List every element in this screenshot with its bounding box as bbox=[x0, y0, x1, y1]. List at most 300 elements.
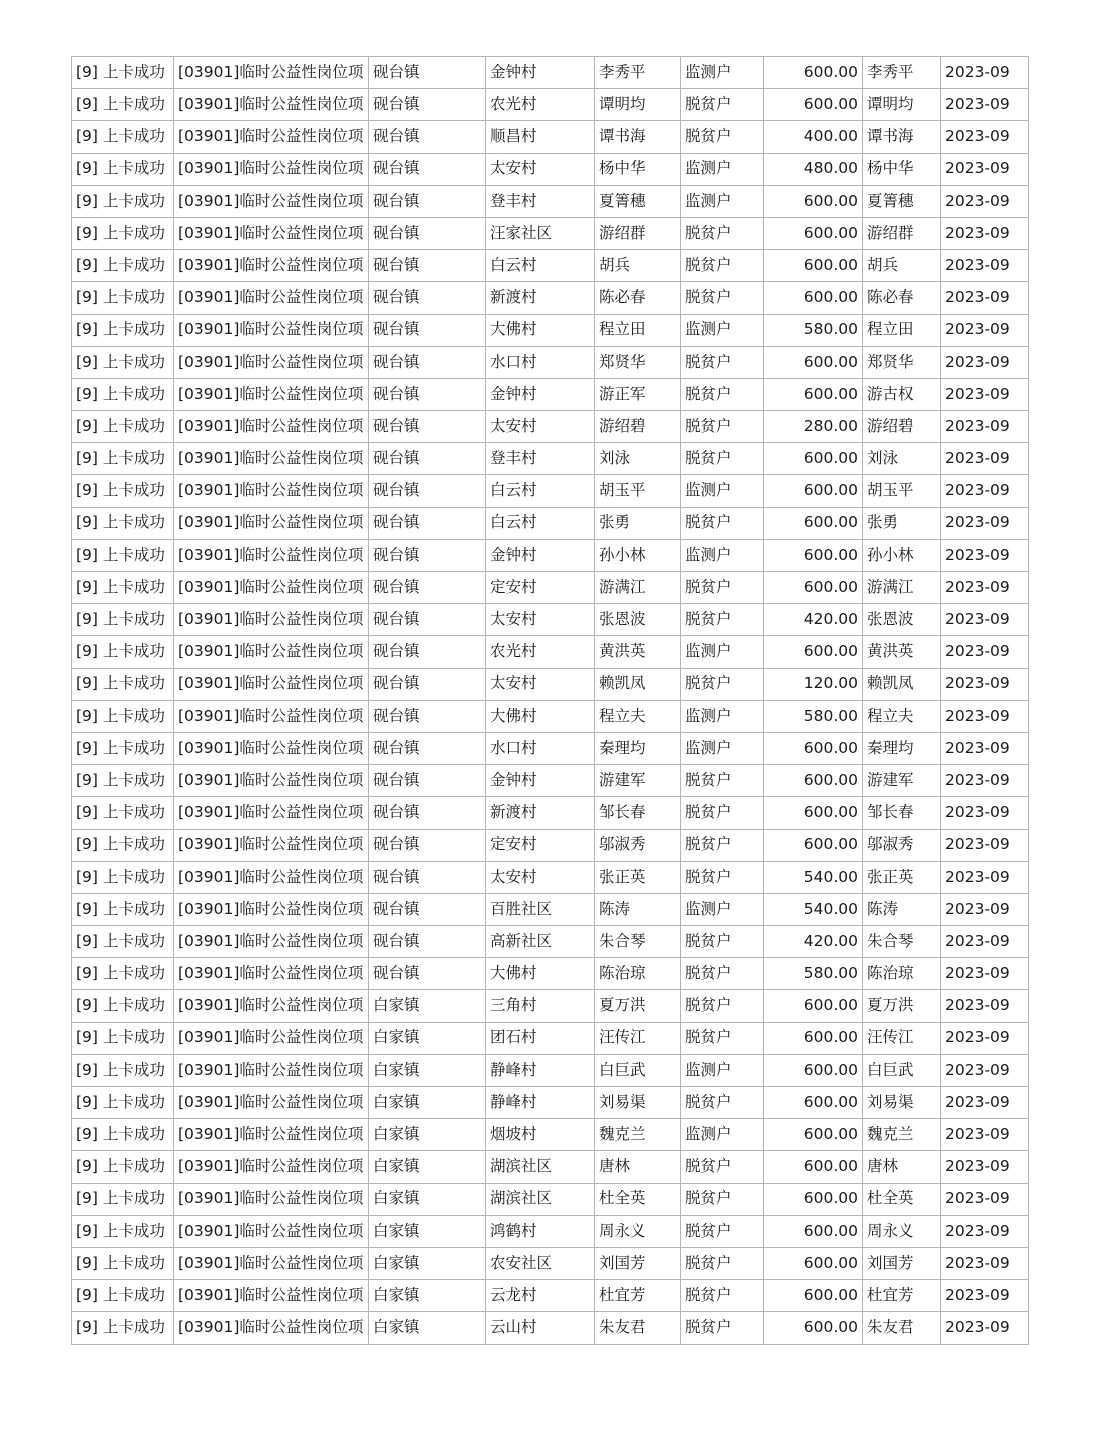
town-cell: 砚台镇 bbox=[369, 250, 486, 282]
payee-cell: 胡玉平 bbox=[863, 475, 941, 507]
name-cell: 孙小林 bbox=[595, 539, 681, 571]
table-row bbox=[72, 732, 1029, 764]
name-cell: 魏克兰 bbox=[595, 1119, 681, 1151]
project-cell: [03901]临时公益性岗位项 bbox=[174, 217, 369, 249]
name-cell: 胡兵 bbox=[595, 250, 681, 282]
payee-cell: 杨中华 bbox=[863, 153, 941, 185]
period-cell: 2023-09 bbox=[941, 1022, 1029, 1054]
payee-cell: 杜宜芳 bbox=[863, 1280, 941, 1312]
village-cell: 定安村 bbox=[486, 829, 595, 861]
status-cell: [9] 上卡成功 bbox=[72, 829, 174, 861]
category-cell: 脱贫户 bbox=[681, 1312, 764, 1344]
project-cell: [03901]临时公益性岗位项 bbox=[174, 1312, 369, 1344]
category-cell: 脱贫户 bbox=[681, 668, 764, 700]
amount-cell: 420.00 bbox=[764, 604, 863, 636]
village-cell: 农光村 bbox=[486, 636, 595, 668]
town-cell: 砚台镇 bbox=[369, 475, 486, 507]
category-cell: 脱贫户 bbox=[681, 1280, 764, 1312]
village-cell: 登丰村 bbox=[486, 185, 595, 217]
status-cell: [9] 上卡成功 bbox=[72, 507, 174, 539]
status-cell: [9] 上卡成功 bbox=[72, 282, 174, 314]
table-row bbox=[72, 282, 1029, 314]
payee-cell: 夏箐穗 bbox=[863, 185, 941, 217]
name-cell: 游建军 bbox=[595, 765, 681, 797]
table-row bbox=[72, 1087, 1029, 1119]
project-cell: [03901]临时公益性岗位项 bbox=[174, 829, 369, 861]
status-cell: [9] 上卡成功 bbox=[72, 153, 174, 185]
payee-cell: 游绍碧 bbox=[863, 411, 941, 443]
category-cell: 脱贫户 bbox=[681, 121, 764, 153]
amount-cell: 600.00 bbox=[764, 1022, 863, 1054]
category-cell: 脱贫户 bbox=[681, 282, 764, 314]
town-cell: 白家镇 bbox=[369, 1151, 486, 1183]
table-row bbox=[72, 1215, 1029, 1247]
village-cell: 定安村 bbox=[486, 572, 595, 604]
status-cell: [9] 上卡成功 bbox=[72, 861, 174, 893]
table-row bbox=[72, 1280, 1029, 1312]
town-cell: 砚台镇 bbox=[369, 893, 486, 925]
town-cell: 白家镇 bbox=[369, 1247, 486, 1279]
category-cell: 脱贫户 bbox=[681, 765, 764, 797]
category-cell: 脱贫户 bbox=[681, 861, 764, 893]
period-cell: 2023-09 bbox=[941, 153, 1029, 185]
name-cell: 游满江 bbox=[595, 572, 681, 604]
village-cell: 湖滨社区 bbox=[486, 1151, 595, 1183]
amount-cell: 600.00 bbox=[764, 1151, 863, 1183]
status-cell: [9] 上卡成功 bbox=[72, 990, 174, 1022]
status-cell: [9] 上卡成功 bbox=[72, 1247, 174, 1279]
status-cell: [9] 上卡成功 bbox=[72, 346, 174, 378]
amount-cell: 600.00 bbox=[764, 829, 863, 861]
period-cell: 2023-09 bbox=[941, 1183, 1029, 1215]
name-cell: 谭书海 bbox=[595, 121, 681, 153]
payee-cell: 朱友君 bbox=[863, 1312, 941, 1344]
name-cell: 程立田 bbox=[595, 314, 681, 346]
status-cell: [9] 上卡成功 bbox=[72, 539, 174, 571]
status-cell: [9] 上卡成功 bbox=[72, 700, 174, 732]
project-cell: [03901]临时公益性岗位项 bbox=[174, 893, 369, 925]
amount-cell: 580.00 bbox=[764, 700, 863, 732]
name-cell: 刘国芳 bbox=[595, 1247, 681, 1279]
period-cell: 2023-09 bbox=[941, 829, 1029, 861]
village-cell: 高新社区 bbox=[486, 926, 595, 958]
town-cell: 砚台镇 bbox=[369, 539, 486, 571]
payee-cell: 陈涛 bbox=[863, 893, 941, 925]
town-cell: 砚台镇 bbox=[369, 314, 486, 346]
town-cell: 白家镇 bbox=[369, 1022, 486, 1054]
payee-cell: 游古权 bbox=[863, 378, 941, 410]
village-cell: 大佛村 bbox=[486, 700, 595, 732]
name-cell: 刘易渠 bbox=[595, 1087, 681, 1119]
period-cell: 2023-09 bbox=[941, 797, 1029, 829]
village-cell: 太安村 bbox=[486, 411, 595, 443]
status-cell: [9] 上卡成功 bbox=[72, 1151, 174, 1183]
table-row bbox=[72, 217, 1029, 249]
period-cell: 2023-09 bbox=[941, 217, 1029, 249]
village-cell: 水口村 bbox=[486, 346, 595, 378]
project-cell: [03901]临时公益性岗位项 bbox=[174, 926, 369, 958]
village-cell: 鸿鹤村 bbox=[486, 1215, 595, 1247]
table-row bbox=[72, 411, 1029, 443]
status-cell: [9] 上卡成功 bbox=[72, 185, 174, 217]
amount-cell: 600.00 bbox=[764, 1312, 863, 1344]
village-cell: 云山村 bbox=[486, 1312, 595, 1344]
period-cell: 2023-09 bbox=[941, 539, 1029, 571]
name-cell: 邹长春 bbox=[595, 797, 681, 829]
category-cell: 监测户 bbox=[681, 1054, 764, 1086]
project-cell: [03901]临时公益性岗位项 bbox=[174, 1054, 369, 1086]
project-cell: [03901]临时公益性岗位项 bbox=[174, 1087, 369, 1119]
payee-cell: 邬淑秀 bbox=[863, 829, 941, 861]
period-cell: 2023-09 bbox=[941, 668, 1029, 700]
period-cell: 2023-09 bbox=[941, 958, 1029, 990]
village-cell: 太安村 bbox=[486, 861, 595, 893]
period-cell: 2023-09 bbox=[941, 507, 1029, 539]
status-cell: [9] 上卡成功 bbox=[72, 572, 174, 604]
amount-cell: 540.00 bbox=[764, 861, 863, 893]
category-cell: 脱贫户 bbox=[681, 346, 764, 378]
village-cell: 金钟村 bbox=[486, 57, 595, 89]
town-cell: 砚台镇 bbox=[369, 572, 486, 604]
amount-cell: 600.00 bbox=[764, 572, 863, 604]
name-cell: 陈治琼 bbox=[595, 958, 681, 990]
amount-cell: 400.00 bbox=[764, 121, 863, 153]
village-cell: 湖滨社区 bbox=[486, 1183, 595, 1215]
table-row bbox=[72, 1119, 1029, 1151]
payee-cell: 周永义 bbox=[863, 1215, 941, 1247]
period-cell: 2023-09 bbox=[941, 346, 1029, 378]
payment-ledger-table bbox=[71, 56, 1029, 1345]
town-cell: 砚台镇 bbox=[369, 346, 486, 378]
name-cell: 郑贤华 bbox=[595, 346, 681, 378]
project-cell: [03901]临时公益性岗位项 bbox=[174, 185, 369, 217]
period-cell: 2023-09 bbox=[941, 1119, 1029, 1151]
table-row bbox=[72, 990, 1029, 1022]
name-cell: 汪传江 bbox=[595, 1022, 681, 1054]
status-cell: [9] 上卡成功 bbox=[72, 636, 174, 668]
category-cell: 监测户 bbox=[681, 475, 764, 507]
town-cell: 砚台镇 bbox=[369, 797, 486, 829]
payee-cell: 程立夫 bbox=[863, 700, 941, 732]
name-cell: 白巨武 bbox=[595, 1054, 681, 1086]
status-cell: [9] 上卡成功 bbox=[72, 1087, 174, 1119]
payee-cell: 程立田 bbox=[863, 314, 941, 346]
project-cell: [03901]临时公益性岗位项 bbox=[174, 572, 369, 604]
town-cell: 砚台镇 bbox=[369, 217, 486, 249]
period-cell: 2023-09 bbox=[941, 604, 1029, 636]
amount-cell: 600.00 bbox=[764, 250, 863, 282]
project-cell: [03901]临时公益性岗位项 bbox=[174, 1022, 369, 1054]
status-cell: [9] 上卡成功 bbox=[72, 89, 174, 121]
town-cell: 砚台镇 bbox=[369, 636, 486, 668]
category-cell: 脱贫户 bbox=[681, 89, 764, 121]
name-cell: 黄洪英 bbox=[595, 636, 681, 668]
status-cell: [9] 上卡成功 bbox=[72, 411, 174, 443]
project-cell: [03901]临时公益性岗位项 bbox=[174, 668, 369, 700]
village-cell: 太安村 bbox=[486, 604, 595, 636]
village-cell: 静峰村 bbox=[486, 1054, 595, 1086]
project-cell: [03901]临时公益性岗位项 bbox=[174, 250, 369, 282]
amount-cell: 600.00 bbox=[764, 732, 863, 764]
name-cell: 夏万洪 bbox=[595, 990, 681, 1022]
name-cell: 赖凯凤 bbox=[595, 668, 681, 700]
period-cell: 2023-09 bbox=[941, 314, 1029, 346]
category-cell: 脱贫户 bbox=[681, 572, 764, 604]
amount-cell: 600.00 bbox=[764, 636, 863, 668]
village-cell: 烟坡村 bbox=[486, 1119, 595, 1151]
amount-cell: 600.00 bbox=[764, 797, 863, 829]
village-cell: 三角村 bbox=[486, 990, 595, 1022]
payee-cell: 汪传江 bbox=[863, 1022, 941, 1054]
village-cell: 金钟村 bbox=[486, 378, 595, 410]
table-row bbox=[72, 1247, 1029, 1279]
table-row bbox=[72, 378, 1029, 410]
status-cell: [9] 上卡成功 bbox=[72, 1183, 174, 1215]
amount-cell: 600.00 bbox=[764, 57, 863, 89]
category-cell: 脱贫户 bbox=[681, 217, 764, 249]
amount-cell: 480.00 bbox=[764, 153, 863, 185]
village-cell: 新渡村 bbox=[486, 282, 595, 314]
name-cell: 游绍群 bbox=[595, 217, 681, 249]
village-cell: 顺昌村 bbox=[486, 121, 595, 153]
village-cell: 太安村 bbox=[486, 153, 595, 185]
period-cell: 2023-09 bbox=[941, 636, 1029, 668]
table-row bbox=[72, 443, 1029, 475]
payee-cell: 杜全英 bbox=[863, 1183, 941, 1215]
status-cell: [9] 上卡成功 bbox=[72, 604, 174, 636]
payee-cell: 刘易渠 bbox=[863, 1087, 941, 1119]
payee-cell: 胡兵 bbox=[863, 250, 941, 282]
period-cell: 2023-09 bbox=[941, 893, 1029, 925]
project-cell: [03901]临时公益性岗位项 bbox=[174, 539, 369, 571]
town-cell: 白家镇 bbox=[369, 1054, 486, 1086]
category-cell: 监测户 bbox=[681, 893, 764, 925]
payee-cell: 白巨武 bbox=[863, 1054, 941, 1086]
project-cell: [03901]临时公益性岗位项 bbox=[174, 314, 369, 346]
name-cell: 游绍碧 bbox=[595, 411, 681, 443]
project-cell: [03901]临时公益性岗位项 bbox=[174, 153, 369, 185]
village-cell: 团石村 bbox=[486, 1022, 595, 1054]
name-cell: 杜全英 bbox=[595, 1183, 681, 1215]
status-cell: [9] 上卡成功 bbox=[72, 797, 174, 829]
amount-cell: 580.00 bbox=[764, 958, 863, 990]
village-cell: 水口村 bbox=[486, 732, 595, 764]
table-row bbox=[72, 89, 1029, 121]
table-row bbox=[72, 1054, 1029, 1086]
category-cell: 监测户 bbox=[681, 700, 764, 732]
amount-cell: 600.00 bbox=[764, 765, 863, 797]
payee-cell: 邹长春 bbox=[863, 797, 941, 829]
table-row bbox=[72, 314, 1029, 346]
amount-cell: 600.00 bbox=[764, 89, 863, 121]
category-cell: 脱贫户 bbox=[681, 411, 764, 443]
amount-cell: 600.00 bbox=[764, 282, 863, 314]
period-cell: 2023-09 bbox=[941, 1215, 1029, 1247]
town-cell: 砚台镇 bbox=[369, 443, 486, 475]
town-cell: 砚台镇 bbox=[369, 57, 486, 89]
town-cell: 砚台镇 bbox=[369, 378, 486, 410]
name-cell: 夏箐穗 bbox=[595, 185, 681, 217]
amount-cell: 600.00 bbox=[764, 1215, 863, 1247]
name-cell: 秦理均 bbox=[595, 732, 681, 764]
payee-cell: 谭书海 bbox=[863, 121, 941, 153]
project-cell: [03901]临时公益性岗位项 bbox=[174, 1247, 369, 1279]
period-cell: 2023-09 bbox=[941, 250, 1029, 282]
table-row bbox=[72, 1183, 1029, 1215]
period-cell: 2023-09 bbox=[941, 185, 1029, 217]
category-cell: 监测户 bbox=[681, 636, 764, 668]
category-cell: 脱贫户 bbox=[681, 797, 764, 829]
table-row bbox=[72, 153, 1029, 185]
payee-cell: 孙小林 bbox=[863, 539, 941, 571]
name-cell: 张勇 bbox=[595, 507, 681, 539]
ledger-body bbox=[72, 57, 1029, 1345]
town-cell: 砚台镇 bbox=[369, 732, 486, 764]
town-cell: 砚台镇 bbox=[369, 185, 486, 217]
category-cell: 脱贫户 bbox=[681, 250, 764, 282]
amount-cell: 540.00 bbox=[764, 893, 863, 925]
payee-cell: 刘泳 bbox=[863, 443, 941, 475]
amount-cell: 600.00 bbox=[764, 346, 863, 378]
village-cell: 白云村 bbox=[486, 475, 595, 507]
category-cell: 监测户 bbox=[681, 185, 764, 217]
village-cell: 百胜社区 bbox=[486, 893, 595, 925]
status-cell: [9] 上卡成功 bbox=[72, 1280, 174, 1312]
status-cell: [9] 上卡成功 bbox=[72, 217, 174, 249]
name-cell: 杜宜芳 bbox=[595, 1280, 681, 1312]
table-row bbox=[72, 893, 1029, 925]
period-cell: 2023-09 bbox=[941, 700, 1029, 732]
village-cell: 汪家社区 bbox=[486, 217, 595, 249]
name-cell: 唐林 bbox=[595, 1151, 681, 1183]
payee-cell: 游绍群 bbox=[863, 217, 941, 249]
amount-cell: 600.00 bbox=[764, 217, 863, 249]
name-cell: 张正英 bbox=[595, 861, 681, 893]
project-cell: [03901]临时公益性岗位项 bbox=[174, 700, 369, 732]
amount-cell: 600.00 bbox=[764, 507, 863, 539]
town-cell: 砚台镇 bbox=[369, 829, 486, 861]
amount-cell: 600.00 bbox=[764, 1280, 863, 1312]
payee-cell: 郑贤华 bbox=[863, 346, 941, 378]
table-row bbox=[72, 572, 1029, 604]
village-cell: 金钟村 bbox=[486, 539, 595, 571]
project-cell: [03901]临时公益性岗位项 bbox=[174, 765, 369, 797]
period-cell: 2023-09 bbox=[941, 1280, 1029, 1312]
table-row bbox=[72, 539, 1029, 571]
period-cell: 2023-09 bbox=[941, 1312, 1029, 1344]
status-cell: [9] 上卡成功 bbox=[72, 1312, 174, 1344]
table-row bbox=[72, 346, 1029, 378]
status-cell: [9] 上卡成功 bbox=[72, 1119, 174, 1151]
table-row bbox=[72, 185, 1029, 217]
period-cell: 2023-09 bbox=[941, 121, 1029, 153]
status-cell: [9] 上卡成功 bbox=[72, 378, 174, 410]
period-cell: 2023-09 bbox=[941, 1247, 1029, 1279]
town-cell: 砚台镇 bbox=[369, 765, 486, 797]
project-cell: [03901]临时公益性岗位项 bbox=[174, 604, 369, 636]
project-cell: [03901]临时公益性岗位项 bbox=[174, 861, 369, 893]
project-cell: [03901]临时公益性岗位项 bbox=[174, 1151, 369, 1183]
name-cell: 邬淑秀 bbox=[595, 829, 681, 861]
status-cell: [9] 上卡成功 bbox=[72, 314, 174, 346]
project-cell: [03901]临时公益性岗位项 bbox=[174, 636, 369, 668]
project-cell: [03901]临时公益性岗位项 bbox=[174, 990, 369, 1022]
project-cell: [03901]临时公益性岗位项 bbox=[174, 1119, 369, 1151]
town-cell: 砚台镇 bbox=[369, 507, 486, 539]
payee-cell: 黄洪英 bbox=[863, 636, 941, 668]
category-cell: 脱贫户 bbox=[681, 1022, 764, 1054]
project-cell: [03901]临时公益性岗位项 bbox=[174, 732, 369, 764]
amount-cell: 600.00 bbox=[764, 1247, 863, 1279]
amount-cell: 600.00 bbox=[764, 443, 863, 475]
town-cell: 砚台镇 bbox=[369, 411, 486, 443]
name-cell: 李秀平 bbox=[595, 57, 681, 89]
payee-cell: 游建军 bbox=[863, 765, 941, 797]
table-row bbox=[72, 829, 1029, 861]
period-cell: 2023-09 bbox=[941, 861, 1029, 893]
period-cell: 2023-09 bbox=[941, 990, 1029, 1022]
category-cell: 脱贫户 bbox=[681, 378, 764, 410]
project-cell: [03901]临时公益性岗位项 bbox=[174, 797, 369, 829]
project-cell: [03901]临时公益性岗位项 bbox=[174, 378, 369, 410]
payee-cell: 唐林 bbox=[863, 1151, 941, 1183]
village-cell: 新渡村 bbox=[486, 797, 595, 829]
town-cell: 砚台镇 bbox=[369, 153, 486, 185]
village-cell: 白云村 bbox=[486, 507, 595, 539]
town-cell: 白家镇 bbox=[369, 1119, 486, 1151]
name-cell: 朱友君 bbox=[595, 1312, 681, 1344]
amount-cell: 600.00 bbox=[764, 475, 863, 507]
table-row bbox=[72, 926, 1029, 958]
amount-cell: 120.00 bbox=[764, 668, 863, 700]
payee-cell: 陈治琼 bbox=[863, 958, 941, 990]
project-cell: [03901]临时公益性岗位项 bbox=[174, 1280, 369, 1312]
town-cell: 白家镇 bbox=[369, 1280, 486, 1312]
village-cell: 金钟村 bbox=[486, 765, 595, 797]
table-row bbox=[72, 121, 1029, 153]
town-cell: 砚台镇 bbox=[369, 861, 486, 893]
category-cell: 监测户 bbox=[681, 314, 764, 346]
amount-cell: 600.00 bbox=[764, 185, 863, 217]
project-cell: [03901]临时公益性岗位项 bbox=[174, 57, 369, 89]
town-cell: 白家镇 bbox=[369, 990, 486, 1022]
town-cell: 白家镇 bbox=[369, 1183, 486, 1215]
town-cell: 白家镇 bbox=[369, 1087, 486, 1119]
amount-cell: 600.00 bbox=[764, 539, 863, 571]
project-cell: [03901]临时公益性岗位项 bbox=[174, 121, 369, 153]
village-cell: 农光村 bbox=[486, 89, 595, 121]
amount-cell: 600.00 bbox=[764, 378, 863, 410]
status-cell: [9] 上卡成功 bbox=[72, 250, 174, 282]
table-row bbox=[72, 636, 1029, 668]
village-cell: 云龙村 bbox=[486, 1280, 595, 1312]
status-cell: [9] 上卡成功 bbox=[72, 668, 174, 700]
name-cell: 游正军 bbox=[595, 378, 681, 410]
name-cell: 刘泳 bbox=[595, 443, 681, 475]
period-cell: 2023-09 bbox=[941, 57, 1029, 89]
project-cell: [03901]临时公益性岗位项 bbox=[174, 89, 369, 121]
status-cell: [9] 上卡成功 bbox=[72, 958, 174, 990]
period-cell: 2023-09 bbox=[941, 1054, 1029, 1086]
name-cell: 周永义 bbox=[595, 1215, 681, 1247]
period-cell: 2023-09 bbox=[941, 572, 1029, 604]
status-cell: [9] 上卡成功 bbox=[72, 732, 174, 764]
period-cell: 2023-09 bbox=[941, 411, 1029, 443]
project-cell: [03901]临时公益性岗位项 bbox=[174, 1215, 369, 1247]
category-cell: 脱贫户 bbox=[681, 829, 764, 861]
project-cell: [03901]临时公益性岗位项 bbox=[174, 282, 369, 314]
category-cell: 脱贫户 bbox=[681, 604, 764, 636]
